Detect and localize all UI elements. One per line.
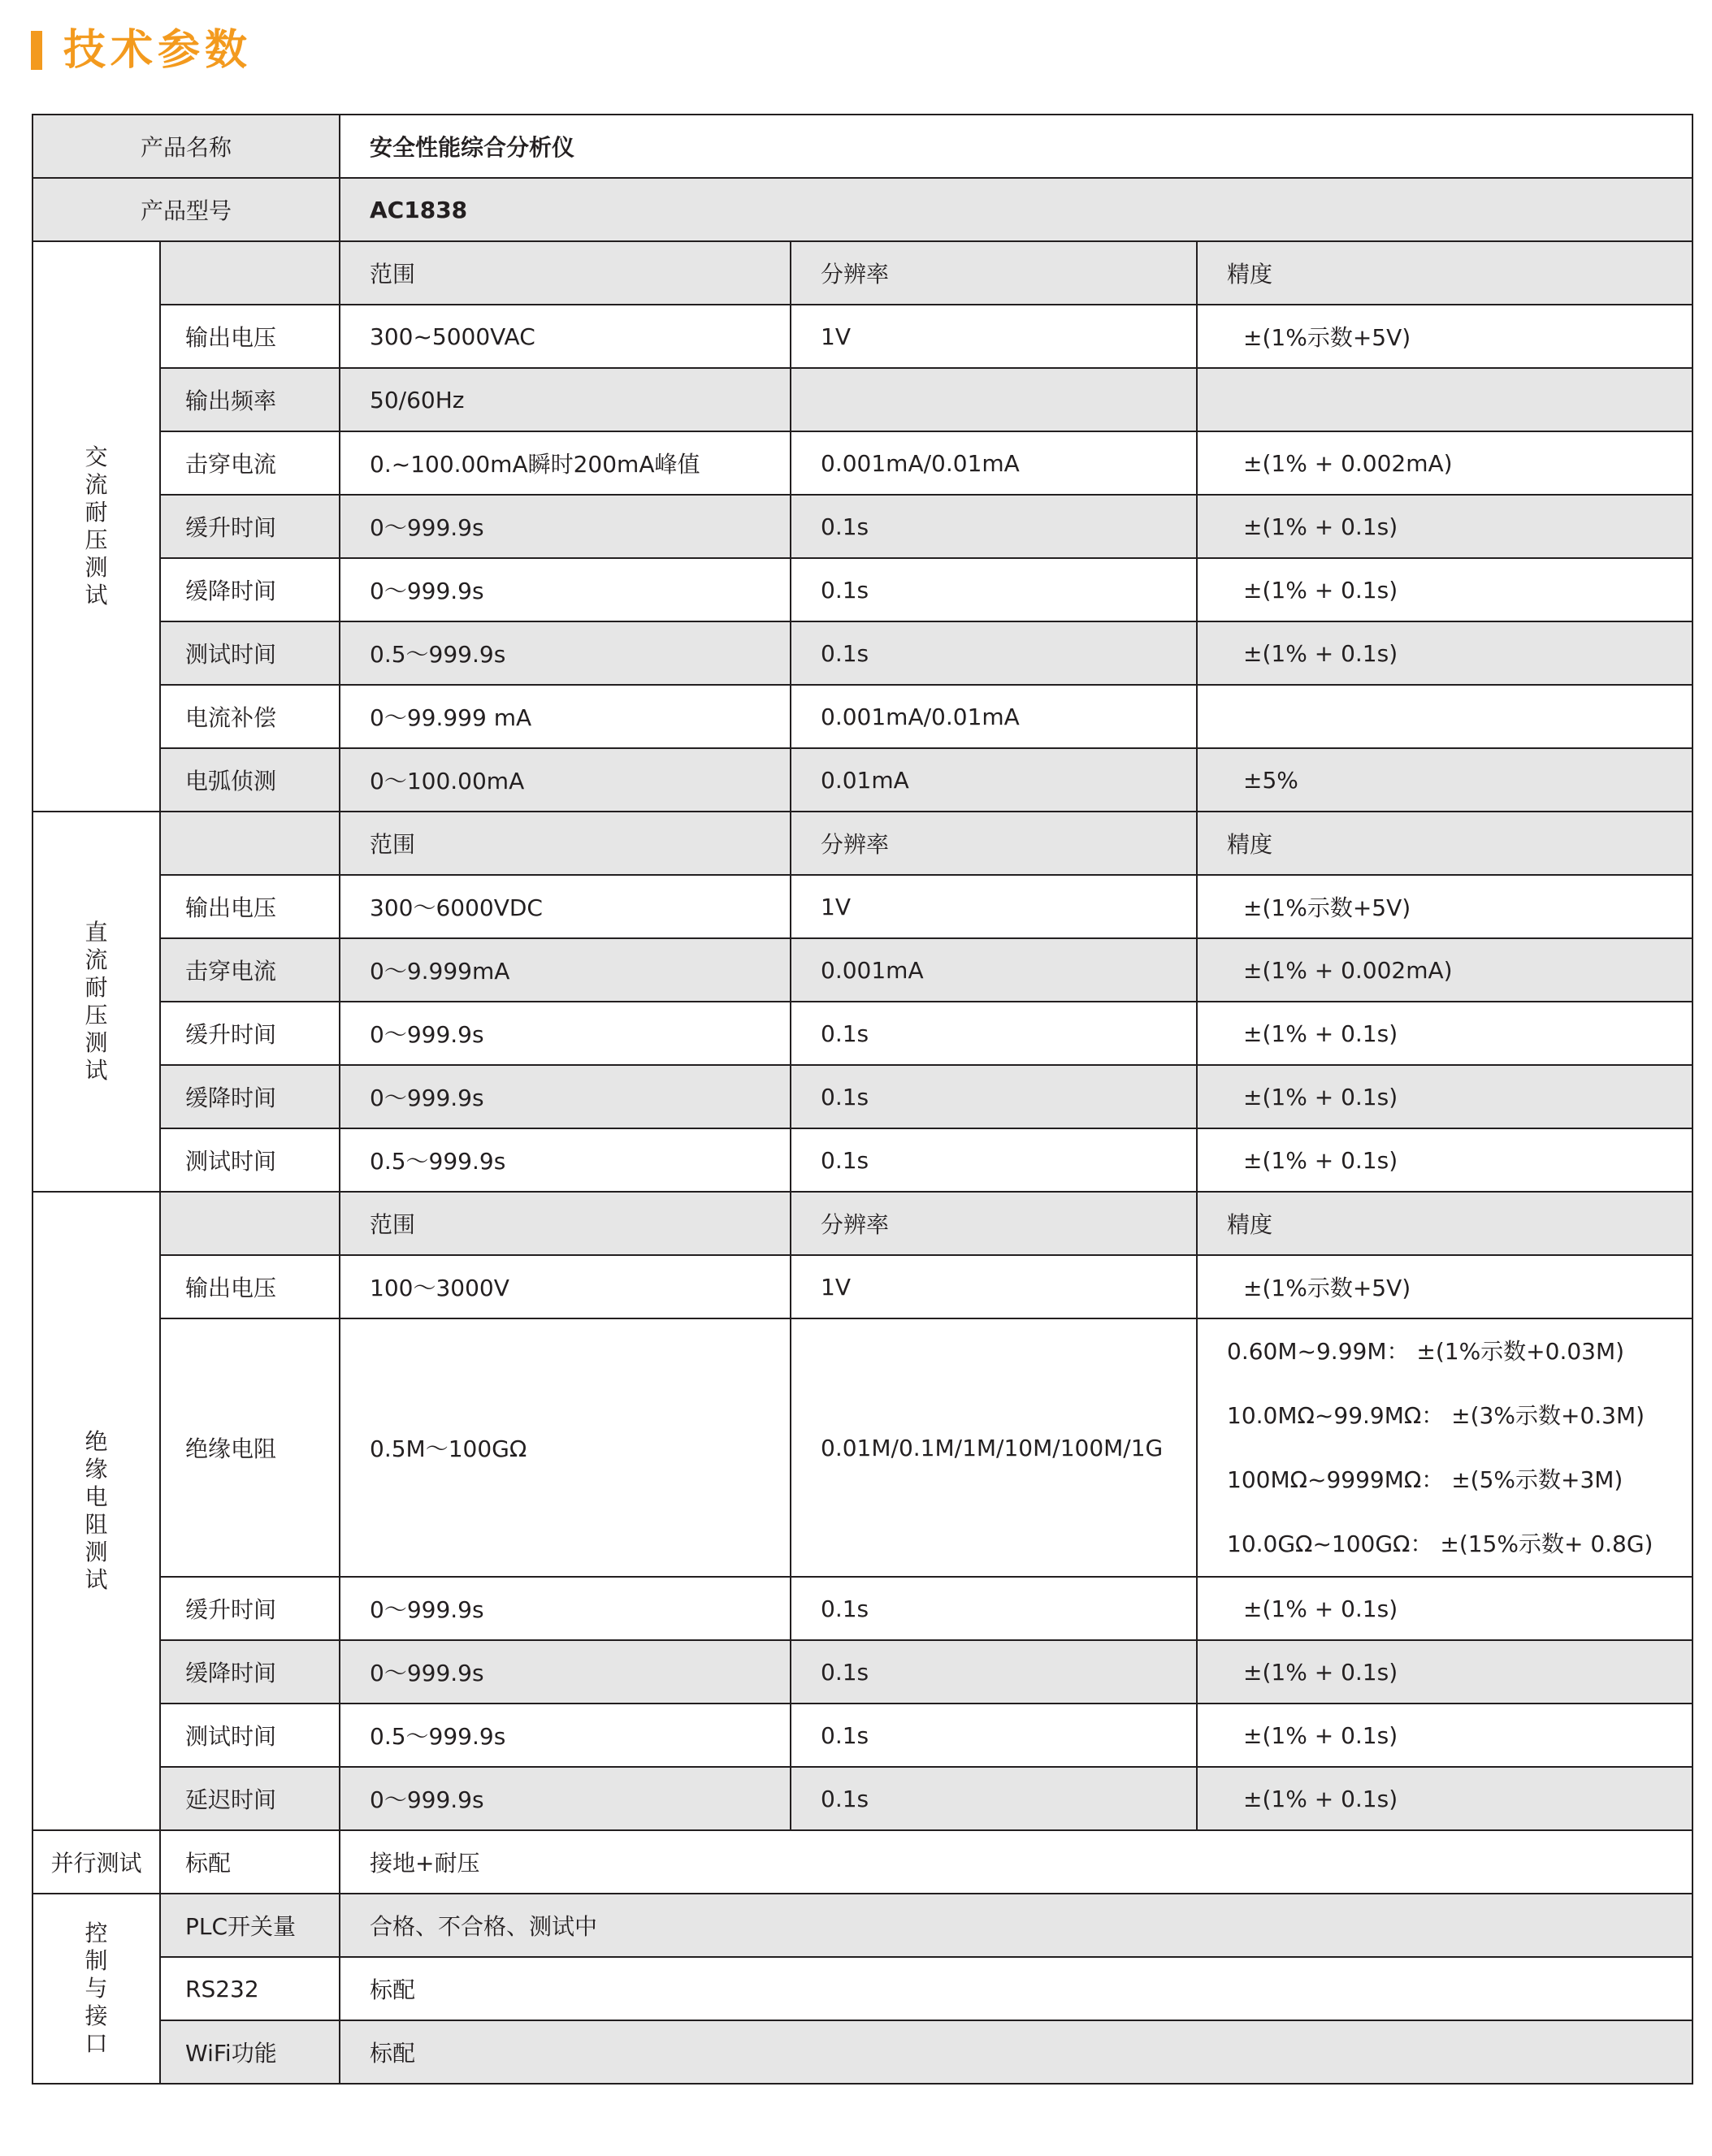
ir-section-label: 绝缘电阻测试	[33, 1192, 160, 1830]
table-row	[33, 305, 1692, 368]
table-row	[33, 621, 1692, 685]
row-resolution: 1V	[791, 875, 1197, 938]
ac-col-resolution: 分辨率	[791, 241, 1197, 305]
insulation-resistance-row	[33, 1318, 1692, 1577]
dc-header-blank	[160, 812, 340, 875]
row-resolution: 0.01M/0.1M/1M/10M/100M/1G	[791, 1318, 1197, 1577]
row-label: 绝缘电阻	[160, 1318, 340, 1577]
table-row	[33, 1255, 1692, 1318]
spec-table	[32, 114, 1693, 2085]
row-range: 0.5～999.9s	[340, 1128, 791, 1192]
table-row	[33, 1704, 1692, 1767]
ac-header-row	[33, 241, 1692, 305]
row-label: 输出电压	[160, 875, 340, 938]
accuracy-line: 10.0MΩ~99.9MΩ： ±(3%示数+0.3M)	[1227, 1402, 1645, 1429]
row-label: 缓降时间	[160, 1065, 340, 1128]
table-row	[33, 1640, 1692, 1704]
row-accuracy: ±5%	[1197, 748, 1692, 812]
page-title: 技术参数	[63, 26, 253, 75]
row-range: 0～9.999mA	[340, 938, 791, 1002]
row-accuracy: ±(1% + 0.1s)	[1197, 1065, 1692, 1128]
ac-col-range: 范围	[340, 241, 791, 305]
table-row	[33, 1128, 1692, 1192]
row-resolution: 0.1s	[791, 1128, 1197, 1192]
table-row	[33, 1894, 1692, 1957]
row-range: 0.5M～100GΩ	[340, 1318, 791, 1577]
product-name-row	[33, 115, 1692, 178]
title-accent-bar	[31, 31, 42, 70]
row-accuracy	[1197, 368, 1692, 431]
row-resolution: 0.1s	[791, 1065, 1197, 1128]
row-value: 标配	[340, 1957, 1692, 2020]
row-accuracy-list	[1197, 1318, 1692, 1577]
row-label: 电流补偿	[160, 685, 340, 748]
table-row	[33, 368, 1692, 431]
table-row	[33, 431, 1692, 495]
row-accuracy: ±(1%示数+5V)	[1197, 875, 1692, 938]
row-label: WiFi功能	[160, 2020, 340, 2084]
table-row	[33, 1577, 1692, 1640]
row-label: 缓升时间	[160, 1577, 340, 1640]
row-accuracy: ±(1% + 0.1s)	[1197, 495, 1692, 558]
table-row	[33, 1957, 1692, 2020]
row-value: 标配	[340, 2020, 1692, 2084]
row-label: 测试时间	[160, 1704, 340, 1767]
row-range: 0～999.9s	[340, 558, 791, 621]
row-resolution: 0.1s	[791, 558, 1197, 621]
row-resolution: 0.1s	[791, 621, 1197, 685]
table-row	[33, 558, 1692, 621]
product-model-value: AC1838	[340, 178, 1692, 241]
row-range: 0～999.9s	[340, 1767, 791, 1830]
accuracy-line: 10.0GΩ~100GΩ： ±(15%示数+ 0.8G)	[1227, 1530, 1653, 1557]
row-range: 50/60Hz	[340, 368, 791, 431]
product-model-row	[33, 178, 1692, 241]
row-value: 接地+耐压	[340, 1830, 1692, 1894]
row-resolution: 0.1s	[791, 1767, 1197, 1830]
row-label: 缓升时间	[160, 1002, 340, 1065]
row-accuracy: ±(1% + 0.1s)	[1197, 1640, 1692, 1704]
row-range: 0～999.9s	[340, 1065, 791, 1128]
row-label: RS232	[160, 1957, 340, 2020]
table-row	[33, 2020, 1692, 2084]
row-label: 击穿电流	[160, 431, 340, 495]
row-resolution	[791, 368, 1197, 431]
product-name-label: 产品名称	[33, 115, 340, 178]
row-label: 输出频率	[160, 368, 340, 431]
table-row	[33, 685, 1692, 748]
dc-section-label: 直流耐压测试	[33, 812, 160, 1192]
row-label: 输出电压	[160, 305, 340, 368]
table-row	[33, 495, 1692, 558]
ac-section-label: 交流耐压测试	[33, 241, 160, 812]
row-label: 输出电压	[160, 1255, 340, 1318]
row-resolution: 0.01mA	[791, 748, 1197, 812]
row-range: 0～999.9s	[340, 1577, 791, 1640]
row-accuracy: ±(1% + 0.1s)	[1197, 621, 1692, 685]
dc-col-accuracy: 精度	[1197, 812, 1692, 875]
table-row	[33, 1065, 1692, 1128]
row-resolution: 0.001mA/0.01mA	[791, 685, 1197, 748]
row-range: 0～99.999 mA	[340, 685, 791, 748]
row-accuracy: ±(1%示数+5V)	[1197, 305, 1692, 368]
row-accuracy: ±(1% + 0.1s)	[1197, 558, 1692, 621]
row-resolution: 0.1s	[791, 1704, 1197, 1767]
row-accuracy	[1197, 685, 1692, 748]
row-range: 300~5000VAC	[340, 305, 791, 368]
row-label: PLC开关量	[160, 1894, 340, 1957]
row-resolution: 1V	[791, 1255, 1197, 1318]
row-label: 缓升时间	[160, 495, 340, 558]
dc-col-resolution: 分辨率	[791, 812, 1197, 875]
row-range: 0～100.00mA	[340, 748, 791, 812]
row-accuracy: ±(1% + 0.1s)	[1197, 1002, 1692, 1065]
control-section-label: 控制与接口	[33, 1894, 160, 2084]
dc-col-range: 范围	[340, 812, 791, 875]
row-range: 300～6000VDC	[340, 875, 791, 938]
accuracy-line: 100MΩ~9999MΩ： ±(5%示数+3M)	[1227, 1466, 1623, 1493]
row-label: 电弧侦测	[160, 748, 340, 812]
row-range: 0～999.9s	[340, 1002, 791, 1065]
ir-col-range: 范围	[340, 1192, 791, 1255]
parallel-section-label: 并行测试	[33, 1830, 160, 1894]
row-accuracy: ±(1% + 0.1s)	[1197, 1577, 1692, 1640]
row-range: 100～3000V	[340, 1255, 791, 1318]
table-row	[33, 748, 1692, 812]
row-range: 0.~100.00mA瞬时200mA峰值	[340, 431, 791, 495]
product-model-label: 产品型号	[33, 178, 340, 241]
row-label: 测试时间	[160, 1128, 340, 1192]
product-name-value: 安全性能综合分析仪	[340, 115, 1692, 178]
accuracy-line: 0.60M~9.99M： ±(1%示数+0.03M)	[1227, 1338, 1625, 1365]
row-label: 击穿电流	[160, 938, 340, 1002]
row-resolution: 0.1s	[791, 495, 1197, 558]
row-accuracy: ±(1% + 0.1s)	[1197, 1128, 1692, 1192]
row-accuracy: ±(1% + 0.1s)	[1197, 1767, 1692, 1830]
dc-header-row	[33, 812, 1692, 875]
row-accuracy: ±(1% + 0.1s)	[1197, 1704, 1692, 1767]
row-accuracy: ±(1%示数+5V)	[1197, 1255, 1692, 1318]
row-label: 缓降时间	[160, 558, 340, 621]
parallel-test-row	[33, 1830, 1692, 1894]
row-resolution: 0.001mA/0.01mA	[791, 431, 1197, 495]
ac-header-blank	[160, 241, 340, 305]
row-resolution: 0.1s	[791, 1002, 1197, 1065]
row-label: 缓降时间	[160, 1640, 340, 1704]
row-label: 测试时间	[160, 621, 340, 685]
row-label: 延迟时间	[160, 1767, 340, 1830]
row-range: 0～999.9s	[340, 1640, 791, 1704]
table-row	[33, 1002, 1692, 1065]
row-range: 0～999.9s	[340, 495, 791, 558]
row-accuracy: ±(1% + 0.002mA)	[1197, 431, 1692, 495]
table-row	[33, 938, 1692, 1002]
row-resolution: 0.1s	[791, 1577, 1197, 1640]
row-label: 标配	[160, 1830, 340, 1894]
table-row	[33, 875, 1692, 938]
ir-header-row	[33, 1192, 1692, 1255]
ir-col-resolution: 分辨率	[791, 1192, 1197, 1255]
ir-col-accuracy: 精度	[1197, 1192, 1692, 1255]
ac-col-accuracy: 精度	[1197, 241, 1692, 305]
row-range: 0.5～999.9s	[340, 1704, 791, 1767]
row-value: 合格、不合格、测试中	[340, 1894, 1692, 1957]
row-resolution: 0.001mA	[791, 938, 1197, 1002]
row-resolution: 0.1s	[791, 1640, 1197, 1704]
row-range: 0.5～999.9s	[340, 621, 791, 685]
row-resolution: 1V	[791, 305, 1197, 368]
ir-header-blank	[160, 1192, 340, 1255]
table-row	[33, 1767, 1692, 1830]
row-accuracy: ±(1% + 0.002mA)	[1197, 938, 1692, 1002]
